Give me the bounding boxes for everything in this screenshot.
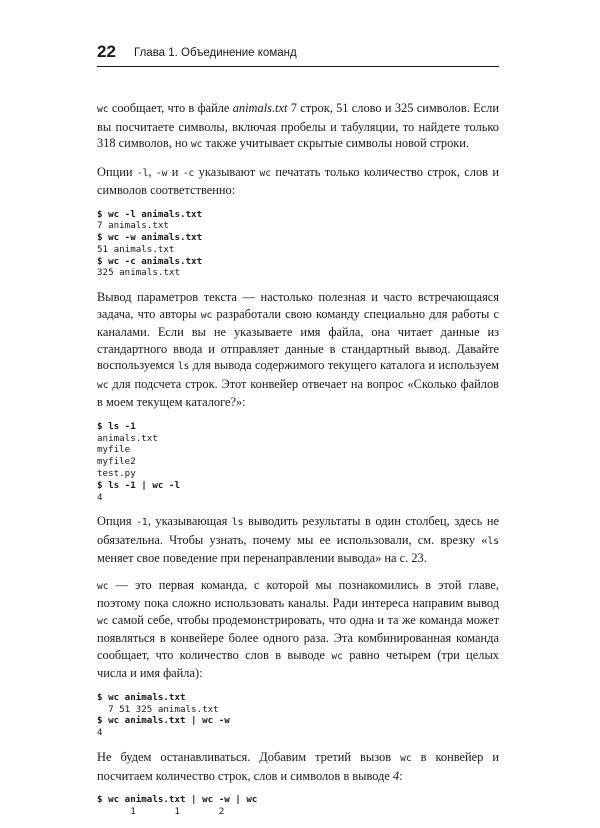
page-number: 22 xyxy=(97,42,116,61)
paragraph-wc-options: Опции -l, -w и -c указывают wc печатать только количество строк, слов и символов соответственно: xyxy=(97,164,499,197)
code-block-triple-wc: $ wc animals.txt | wc -w | wc 1 1 2 xyxy=(97,794,258,817)
paragraph-pipes: Вывод параметров текста — настолько полезная и часто встречающаяся задача, что авторы wc разработали свою команду специально для работы с каналами. Если вы не указываете имя файла, она читает данные из стандартного ввода и отправляет данные в стандартный вывод. Давайте воспользуемся ls для вывода содержимого текущего каталога и используем wc для подсчета строк. Этот конвейер отвечает на вопрос «Сколько файлов в моем текущем каталоге?»: xyxy=(97,290,499,410)
code-block-wc-options: $ wc -l animals.txt 7 animals.txt $ wc -w animals.txt 51 animals.txt $ wc -c animals.txt 325 animals.txt xyxy=(97,208,203,279)
inline-code: wc xyxy=(97,104,109,115)
paragraph-wc-self: wc — это первая команда, с которой мы познакомились в этой главе, поэтому пока сложно использовать каналы. Ради интереса направим вывод wc самой себе, чтобы продемонстрировать, что одна и та же команда может появляться в конвейере более одного раза. Эта комбинированная команда сообщает, что количество слов в выводе wc равно четырем (три целых числа и имя файла): xyxy=(97,577,499,681)
chapter-title: Глава 1. Объединение команд xyxy=(134,47,297,59)
file-name: animals.txt xyxy=(232,101,288,115)
paragraph-third-wc: Не будем останавливаться. Добавим третий вызов wc в конвейер и посчитаем количество строк, слов и символов в выводе 4: xyxy=(97,750,499,783)
inline-code: wc xyxy=(190,139,203,150)
code-block-wc-pipe: $ wc animals.txt 7 51 325 animals.txt $ wc animals.txt | wc -w 4 xyxy=(97,691,230,739)
page-header xyxy=(97,42,499,68)
paragraph-wc-summary: wc сообщает, что в файле animals.txt 7 строк, 51 слово и 325 символов. Если вы посчитаете символы, включая пробелы и табуляции, то найдете только 318 символов, но wc также учитывает скрытые символы новой строки. xyxy=(97,101,499,150)
paragraph-option-1: Опция -1, указывающая ls выводить результаты в один столбец, здесь не обязательна. Чтобы узнать, почему мы ее использовали, см. врезку «ls меняет свое поведение при перенаправлении вывода» на с. 23. xyxy=(97,514,499,566)
header-rule xyxy=(97,66,499,67)
page-body xyxy=(97,100,499,828)
code-block-ls: $ ls -1 animals.txt myfile myfile2 test.py $ ls -1 | wc -l 4 xyxy=(97,420,180,503)
